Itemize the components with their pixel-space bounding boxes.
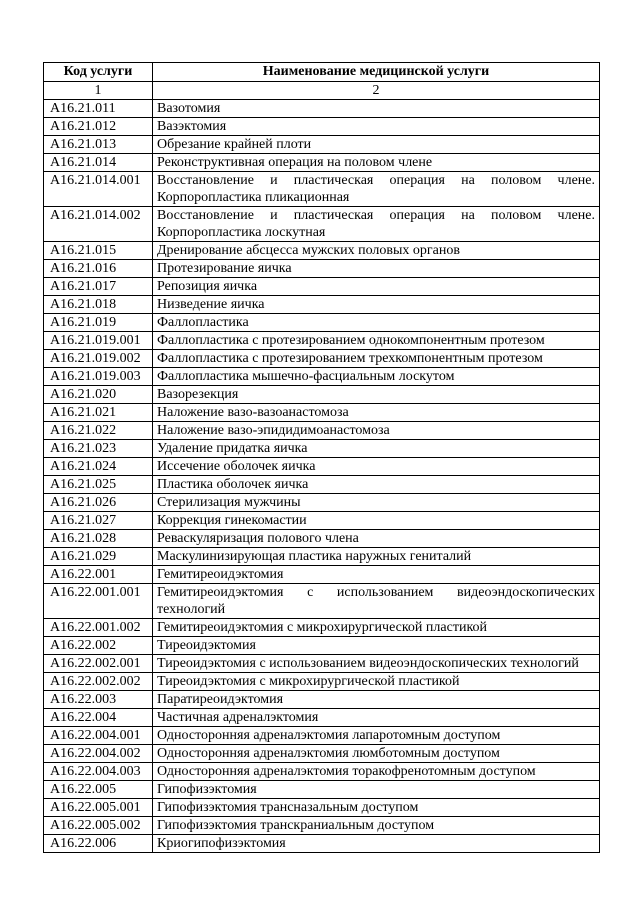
service-code: A16.21.023 [44, 440, 153, 458]
service-name: Реваскуляризация полового члена [153, 530, 600, 548]
table-row [44, 118, 600, 136]
service-name: Стерилизация мужчины [153, 494, 600, 512]
table-row [44, 476, 600, 494]
service-name: Маскулинизирующая пластика наружных гениталий [153, 548, 600, 566]
table-row [44, 458, 600, 476]
service-name: Гипофизэктомия трансназальным доступом [153, 799, 600, 817]
service-name: Пластика оболочек яичка [153, 476, 600, 494]
service-name: Гемитиреоидэктомия с микрохирургической пластикой [153, 619, 600, 637]
service-code: A16.21.019.003 [44, 368, 153, 386]
table-row [44, 350, 600, 368]
table-row [44, 691, 600, 709]
column-number-row [44, 82, 600, 100]
table-row [44, 566, 600, 584]
service-name: Гемитиреоидэктомия с использованием видеоэндоскопических технологий [153, 584, 600, 619]
service-code: A16.21.027 [44, 512, 153, 530]
table-row [44, 548, 600, 566]
service-name: Гипофизэктомия транскраниальным доступом [153, 817, 600, 835]
column-number-1: 1 [44, 82, 153, 100]
service-name: Восстановление и пластическая операция на половом члене. Корпоропластика пликационная [153, 172, 600, 207]
table-row [44, 154, 600, 172]
service-name: Дренирование абсцесса мужских половых органов [153, 242, 600, 260]
table-row [44, 637, 600, 655]
service-code: A16.21.011 [44, 100, 153, 118]
header-name: Наименование медицинской услуги [153, 63, 600, 82]
service-name: Фаллопластика мышечно-фасциальным лоскутом [153, 368, 600, 386]
service-code: A16.21.013 [44, 136, 153, 154]
table-row [44, 494, 600, 512]
table-row [44, 278, 600, 296]
service-name: Фаллопластика с протезированием трехкомпонентным протезом [153, 350, 600, 368]
table-row [44, 835, 600, 853]
table-row [44, 332, 600, 350]
service-name: Иссечение оболочек яичка [153, 458, 600, 476]
header-code: Код услуги [44, 63, 153, 82]
table-body [44, 100, 600, 853]
service-name: Вазэктомия [153, 118, 600, 136]
service-name: Удаление придатка яичка [153, 440, 600, 458]
service-name: Односторонняя адреналэктомия люмботомным доступом [153, 745, 600, 763]
table-row [44, 655, 600, 673]
service-name: Тиреоидэктомия [153, 637, 600, 655]
table-row [44, 727, 600, 745]
service-name: Вазорезекция [153, 386, 600, 404]
service-name: Протезирование яичка [153, 260, 600, 278]
service-code: A16.21.028 [44, 530, 153, 548]
service-name: Гемитиреоидэктомия [153, 566, 600, 584]
service-code: A16.22.002 [44, 637, 153, 655]
service-code: A16.22.005.001 [44, 799, 153, 817]
table-row [44, 745, 600, 763]
table-row [44, 530, 600, 548]
service-name: Тиреоидэктомия с использованием видеоэндоскопических технологий [153, 655, 600, 673]
table-row [44, 422, 600, 440]
service-code: A16.22.004 [44, 709, 153, 727]
service-code: A16.22.004.001 [44, 727, 153, 745]
service-name: Наложение вазо-эпидидимоанастомоза [153, 422, 600, 440]
table-row [44, 207, 600, 242]
service-code: A16.21.014 [44, 154, 153, 172]
table-row [44, 584, 600, 619]
header-row [44, 63, 600, 82]
table-row [44, 781, 600, 799]
table-row [44, 763, 600, 781]
table-row [44, 709, 600, 727]
service-name: Односторонняя адреналэктомия торакофренотомным доступом [153, 763, 600, 781]
table-row [44, 386, 600, 404]
service-name: Восстановление и пластическая операция на половом члене. Корпоропластика лоскутная [153, 207, 600, 242]
service-name: Репозиция яичка [153, 278, 600, 296]
table-row [44, 512, 600, 530]
service-code: A16.21.016 [44, 260, 153, 278]
service-code: A16.21.021 [44, 404, 153, 422]
service-name: Паратиреоидэктомия [153, 691, 600, 709]
service-code: A16.22.002.002 [44, 673, 153, 691]
table-row [44, 100, 600, 118]
service-code: A16.21.019.001 [44, 332, 153, 350]
service-name: Вазотомия [153, 100, 600, 118]
service-name: Обрезание крайней плоти [153, 136, 600, 154]
table-row [44, 404, 600, 422]
service-code: A16.21.024 [44, 458, 153, 476]
service-code: A16.22.001 [44, 566, 153, 584]
table-row [44, 136, 600, 154]
service-name: Наложение вазо-вазоанастомоза [153, 404, 600, 422]
column-number-2: 2 [153, 82, 600, 100]
service-code: A16.22.003 [44, 691, 153, 709]
service-name: Фаллопластика [153, 314, 600, 332]
service-code: A16.22.006 [44, 835, 153, 853]
service-name: Тиреоидэктомия с микрохирургической пластикой [153, 673, 600, 691]
table-row [44, 242, 600, 260]
service-name: Реконструктивная операция на половом члене [153, 154, 600, 172]
service-name: Частичная адреналэктомия [153, 709, 600, 727]
service-name: Низведение яичка [153, 296, 600, 314]
service-code: A16.22.005 [44, 781, 153, 799]
table-row [44, 440, 600, 458]
service-name: Криогипофизэктомия [153, 835, 600, 853]
table-row [44, 172, 600, 207]
service-name: Односторонняя адреналэктомия лапаротомным доступом [153, 727, 600, 745]
services-table [43, 62, 600, 853]
table-row [44, 296, 600, 314]
table-row [44, 260, 600, 278]
service-name: Гипофизэктомия [153, 781, 600, 799]
table-row [44, 314, 600, 332]
service-code: A16.22.004.003 [44, 763, 153, 781]
service-code: A16.21.019.002 [44, 350, 153, 368]
service-code: A16.21.015 [44, 242, 153, 260]
service-code: A16.21.025 [44, 476, 153, 494]
service-code: A16.21.029 [44, 548, 153, 566]
service-code: A16.21.014.001 [44, 172, 153, 207]
service-code: A16.22.001.001 [44, 584, 153, 619]
service-code: A16.21.022 [44, 422, 153, 440]
table-row [44, 368, 600, 386]
service-code: A16.21.018 [44, 296, 153, 314]
service-name: Коррекция гинекомастии [153, 512, 600, 530]
service-code: A16.21.019 [44, 314, 153, 332]
service-code: A16.22.001.002 [44, 619, 153, 637]
service-name: Фаллопластика с протезированием однокомпонентным протезом [153, 332, 600, 350]
service-code: A16.21.026 [44, 494, 153, 512]
service-code: A16.22.004.002 [44, 745, 153, 763]
service-code: A16.21.014.002 [44, 207, 153, 242]
service-code: A16.21.012 [44, 118, 153, 136]
service-code: A16.22.005.002 [44, 817, 153, 835]
service-code: A16.21.017 [44, 278, 153, 296]
service-code: A16.22.002.001 [44, 655, 153, 673]
table-row [44, 673, 600, 691]
table-row [44, 799, 600, 817]
table-row [44, 619, 600, 637]
table-row [44, 817, 600, 835]
service-code: A16.21.020 [44, 386, 153, 404]
